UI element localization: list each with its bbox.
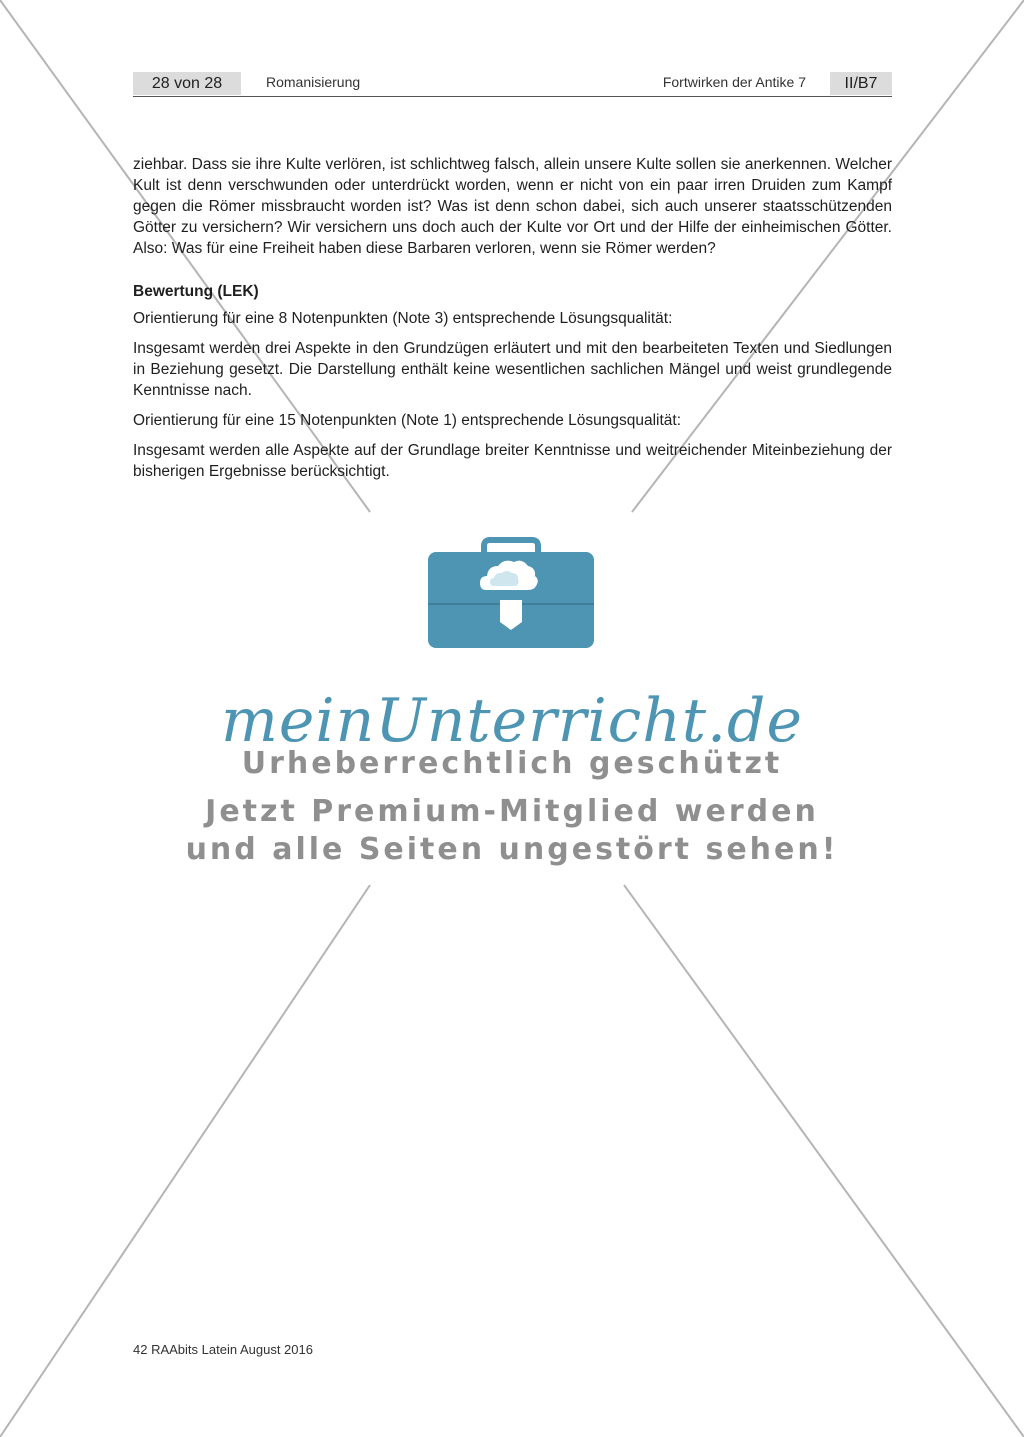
criteria-grade-1: Insgesamt werden alle Aspekte auf der Grundlage breiter Kenntnisse und weitreichender Miteinbeziehung der bisherigen Ergebnisse berücksichtigt. <box>133 442 892 480</box>
page-footer: 42 RAAbits Latein August 2016 <box>133 1342 313 1357</box>
intro-paragraph: ziehbar. Dass sie ihre Kulte verlören, ist schlichtweg falsch, allein unsere Kulte sollen sie anerkennen. Welcher Kult ist denn verschwunden oder unterdrückt worden, wenn er nicht von ein paar irren Druiden zum Kampf gegen die Römer missbraucht worden ist? Was ist denn schon dabei, sich auch unserer staatsschützenden Götter zu versichern? Wir versichern uns doch auch der Kulte vor Ort und der Hilfe der einheimischen Götter. Also: Was für eine Freiheit haben diese Barbaren verloren, wenn sie Römer werden? <box>133 156 892 257</box>
page-header <box>133 72 892 97</box>
unit-code: II/B7 <box>830 72 892 95</box>
section-title: Romanisierung <box>266 74 361 90</box>
series-title: Fortwirken der Antike 7 <box>662 74 806 90</box>
briefcase-cloud-icon <box>424 536 598 652</box>
assessment-heading: Bewertung (LEK) <box>133 283 259 300</box>
orientation-grade-1: Orientierung für eine 15 Notenpunkten (Note 1) entsprechende Lösungsqualität: <box>133 412 682 429</box>
page-number: 28 von 28 <box>133 72 241 95</box>
premium-prompt-line1: Jetzt Premium-Mitglied werden <box>205 794 819 829</box>
criteria-grade-3: Insgesamt werden drei Aspekte in den Grundzügen erläutert und mit den bearbeiteten Texten und Siedlungen in Beziehung gesetzt. Die Darstellung enthält keine wesentlichen sachlichen Mängel und weist grundlegende Kenntnisse nach. <box>133 340 892 399</box>
copyright-notice: Urheberrechtlich geschützt <box>241 746 783 781</box>
premium-prompt-line2: und alle Seiten ungestört sehen! <box>185 832 839 867</box>
document-body <box>133 154 892 491</box>
brand-wordmark: meinUnterricht.de <box>221 686 803 756</box>
orientation-grade-3: Orientierung für eine 8 Notenpunkten (Note 3) entsprechende Lösungsqualität: <box>133 310 673 327</box>
